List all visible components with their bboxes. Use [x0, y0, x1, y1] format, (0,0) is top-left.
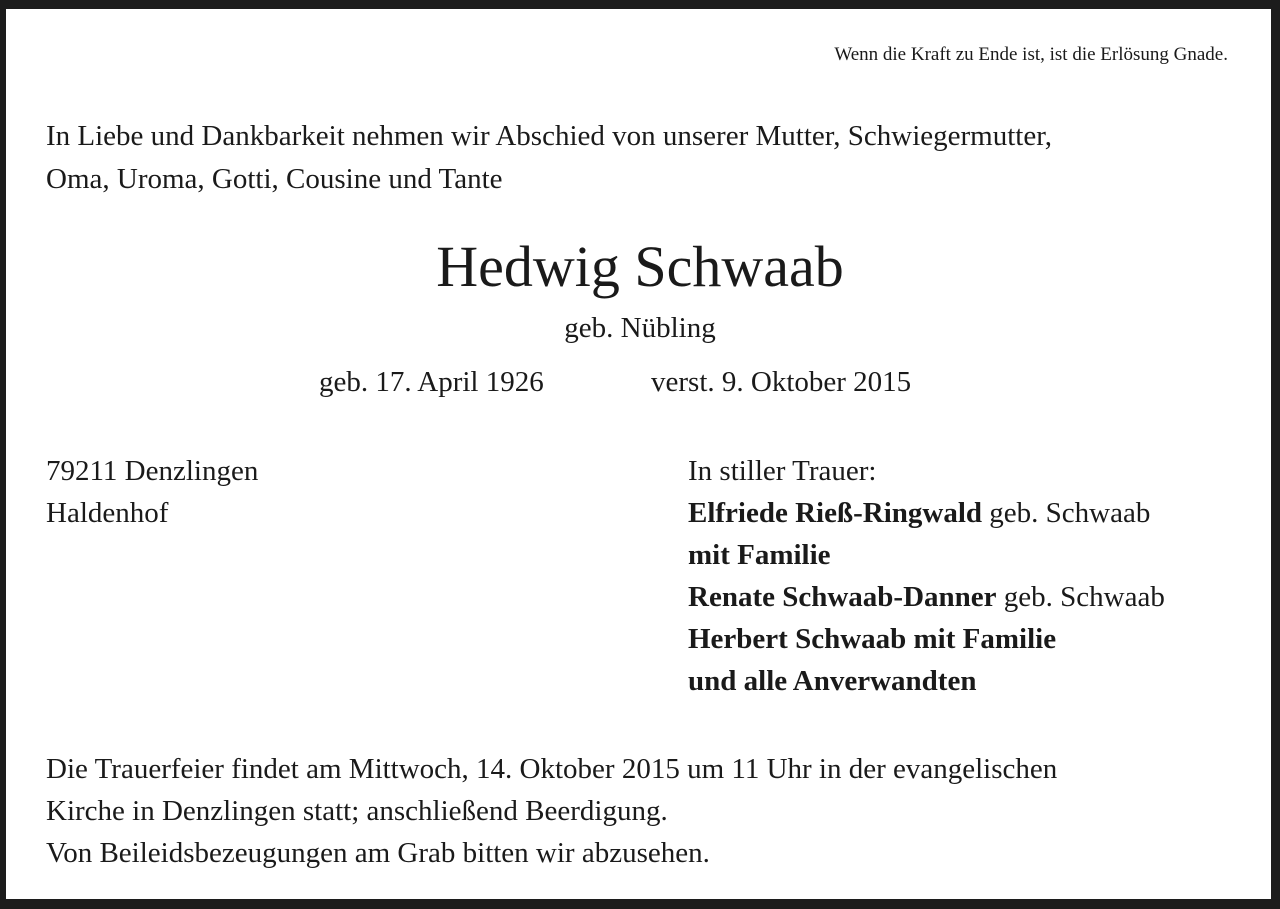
- maiden-name: geb. Nübling: [564, 312, 716, 344]
- mourner-entry-1-family: [688, 534, 1165, 576]
- address-block: [46, 450, 258, 534]
- mourner-4-name: und alle Anverwandten: [688, 665, 977, 697]
- service-line-1: Die Trauerfeier findet am Mittwoch, 14. Oktober 2015 um 11 Uhr in der evangelischen: [46, 753, 1058, 785]
- address-line-1: 79211 Denzlingen: [46, 455, 259, 487]
- birth-date: geb. 17. April 1926: [319, 366, 544, 398]
- death-date: verst. 9. Oktober 2015: [651, 366, 912, 398]
- mourner-1-name: Elfriede Rieß-Ringwald: [688, 497, 983, 529]
- mourner-1-suffix: geb. Schwaab: [982, 497, 1151, 529]
- mourner-entry-2: [688, 576, 1165, 618]
- intro-line-1: In Liebe und Dankbarkeit nehmen wir Abschied von unserer Mutter, Schwiegermutter,: [46, 120, 1052, 152]
- service-info: [46, 748, 1057, 874]
- mourner-entry-3: [688, 618, 1165, 660]
- mourners-block: [688, 450, 1165, 702]
- motto-quote: Wenn die Kraft zu Ende ist, ist die Erlösung Gnade.: [834, 44, 1228, 65]
- mourner-1-family: mit Familie: [688, 539, 831, 571]
- address-line-2: Haldenhof: [46, 497, 169, 529]
- service-line-3: Von Beileidsbezeugungen am Grab bitten wir abzusehen.: [46, 837, 710, 869]
- intro-text: [46, 115, 1052, 201]
- mourner-entry-1: [688, 492, 1165, 534]
- mourner-2-suffix: geb. Schwaab: [996, 581, 1165, 613]
- intro-line-2: Oma, Uroma, Gotti, Cousine und Tante: [46, 163, 503, 195]
- mourner-2-name: Renate Schwaab-Danner: [688, 581, 997, 613]
- mourner-3-name: Herbert Schwaab mit Familie: [688, 623, 1057, 655]
- deceased-name: Hedwig Schwaab: [436, 234, 844, 299]
- mourner-entry-4: [688, 660, 1165, 702]
- mourners-heading: In stiller Trauer:: [688, 455, 877, 487]
- service-line-2: Kirche in Denzlingen statt; anschließend Beerdigung.: [46, 795, 668, 827]
